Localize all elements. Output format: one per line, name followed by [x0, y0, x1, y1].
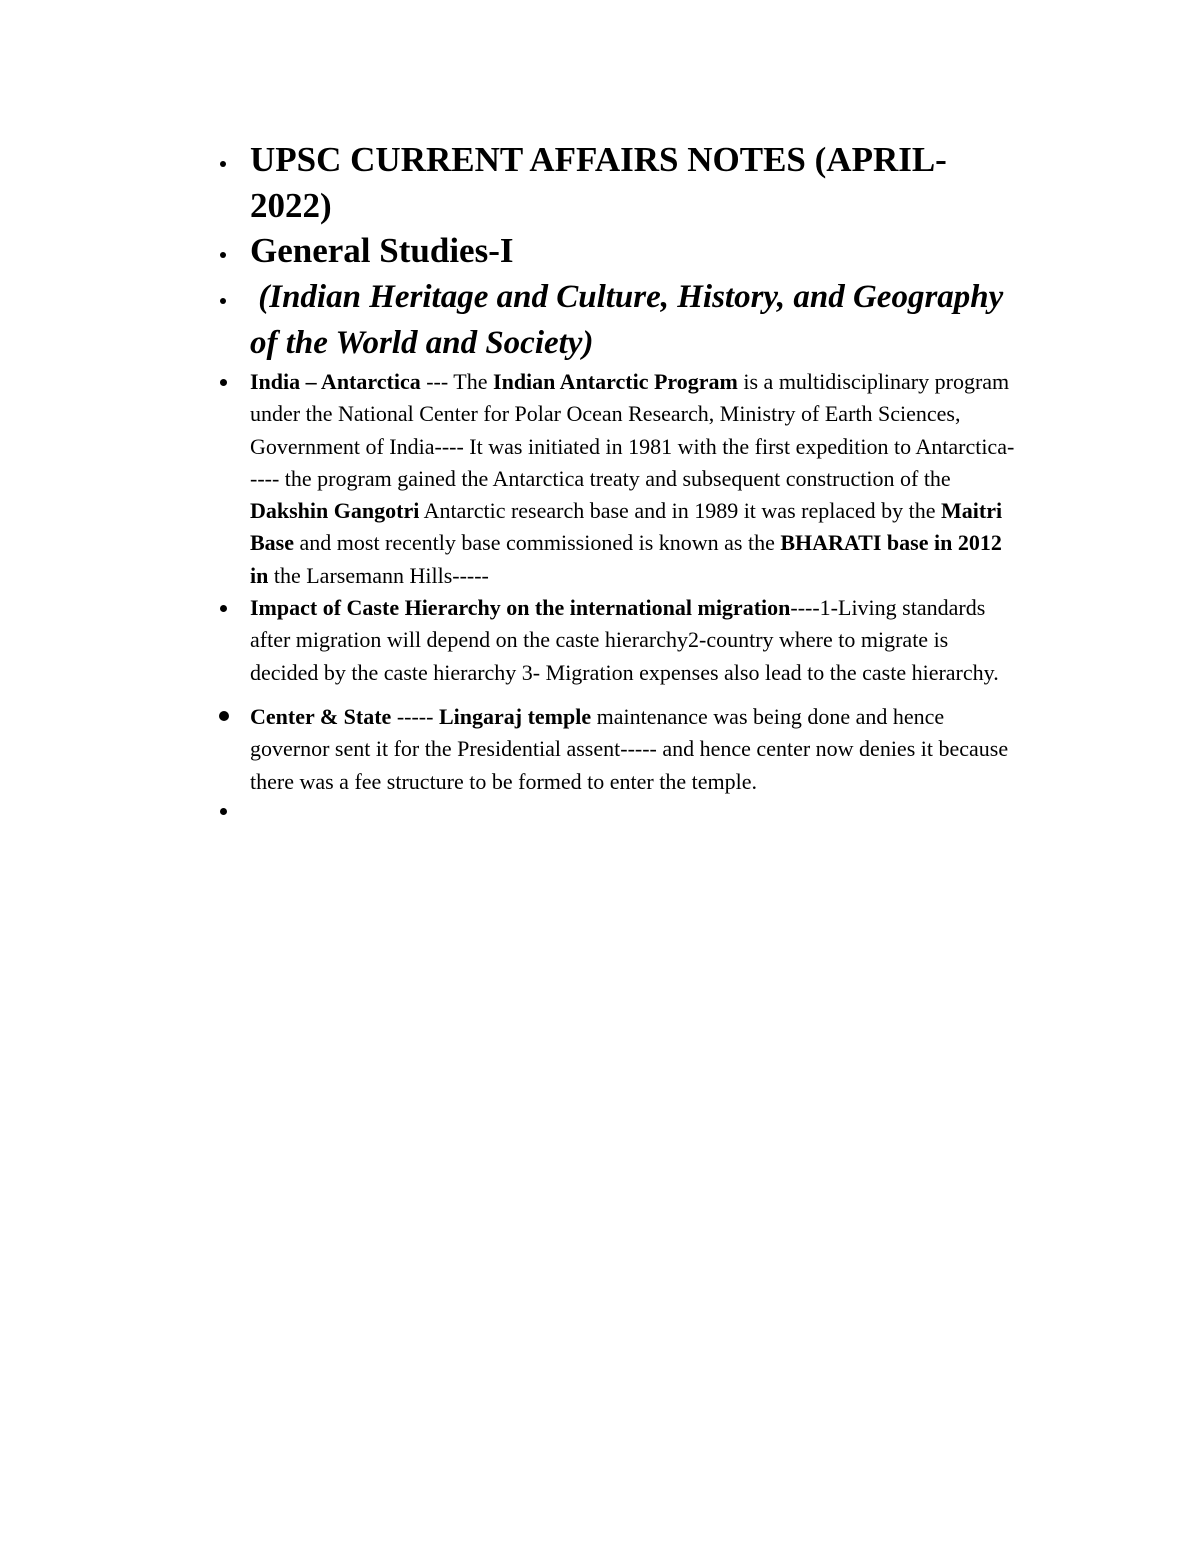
antarctica-text-3: and most recently base commissioned is known as the [294, 530, 781, 556]
bharati-base: BHARATI base in 2012 in [250, 530, 1013, 588]
lingaraj-temple: Lingaraj temple [438, 703, 592, 729]
list-item-center-state [205, 701, 1015, 798]
bullet-icon [220, 161, 226, 167]
bullet-icon [220, 252, 226, 258]
notes-list [205, 137, 1015, 828]
paper-heading: General Studies-I [250, 231, 514, 270]
center-sep: ----- [391, 703, 439, 729]
subjects-heading: (Indian Heritage and Culture, History, and Geography of the World and Society) [250, 279, 1012, 361]
list-item-paper [205, 228, 1015, 274]
list-item-caste [205, 592, 1015, 689]
caste-heading: Impact of Caste Hierarchy on the international migration [250, 595, 791, 621]
caste-text: ----1-Living standards after migration will depend on the caste hierarchy2-country where to migrate is decided by the caste hierarchy 3- Migration expenses also lead to the caste hierarchy. [250, 595, 999, 685]
bullet-icon [219, 711, 229, 721]
antarctica-text-4: the Larsemann Hills----- [268, 562, 489, 588]
center-heading: Center & State [250, 703, 392, 729]
antarctica-text-2: Antarctic research base and in 1989 it was replaced by the [419, 498, 942, 524]
antarctica-heading: India – Antarctica [250, 369, 421, 394]
center-text: maintenance was being done and hence governor sent it for the Presidential assent----- and hence center now denies it because there was a fee structure to be formed to enter the temple. [250, 703, 1009, 794]
list-item-subjects [205, 274, 1015, 366]
dakshin-gangotri: Dakshin Gangotri [250, 498, 420, 524]
bullet-icon [220, 379, 227, 386]
list-item-antarctica [205, 366, 1015, 592]
bullet-icon [220, 605, 227, 612]
list-item-empty [205, 798, 1015, 828]
program-name: Indian Antarctic Program [493, 369, 738, 394]
antarctica-sep: --- The [420, 369, 494, 394]
list-item-title [205, 137, 1015, 229]
bullet-icon [220, 808, 227, 815]
document-title: UPSC CURRENT AFFAIRS NOTES (APRIL-2022) [250, 140, 947, 225]
maitri-base: Maitri Base [250, 498, 1003, 556]
antarctica-text-1: is a multidisciplinary program under the National Center for Polar Ocean Research, Ministry of Earth Sciences, Government of India---- It was initiated in 1981 with the first expedition to Antarctica----- the program gained the Antarctica treaty and subsequent construction of the [250, 369, 1015, 491]
bullet-icon [220, 298, 226, 304]
